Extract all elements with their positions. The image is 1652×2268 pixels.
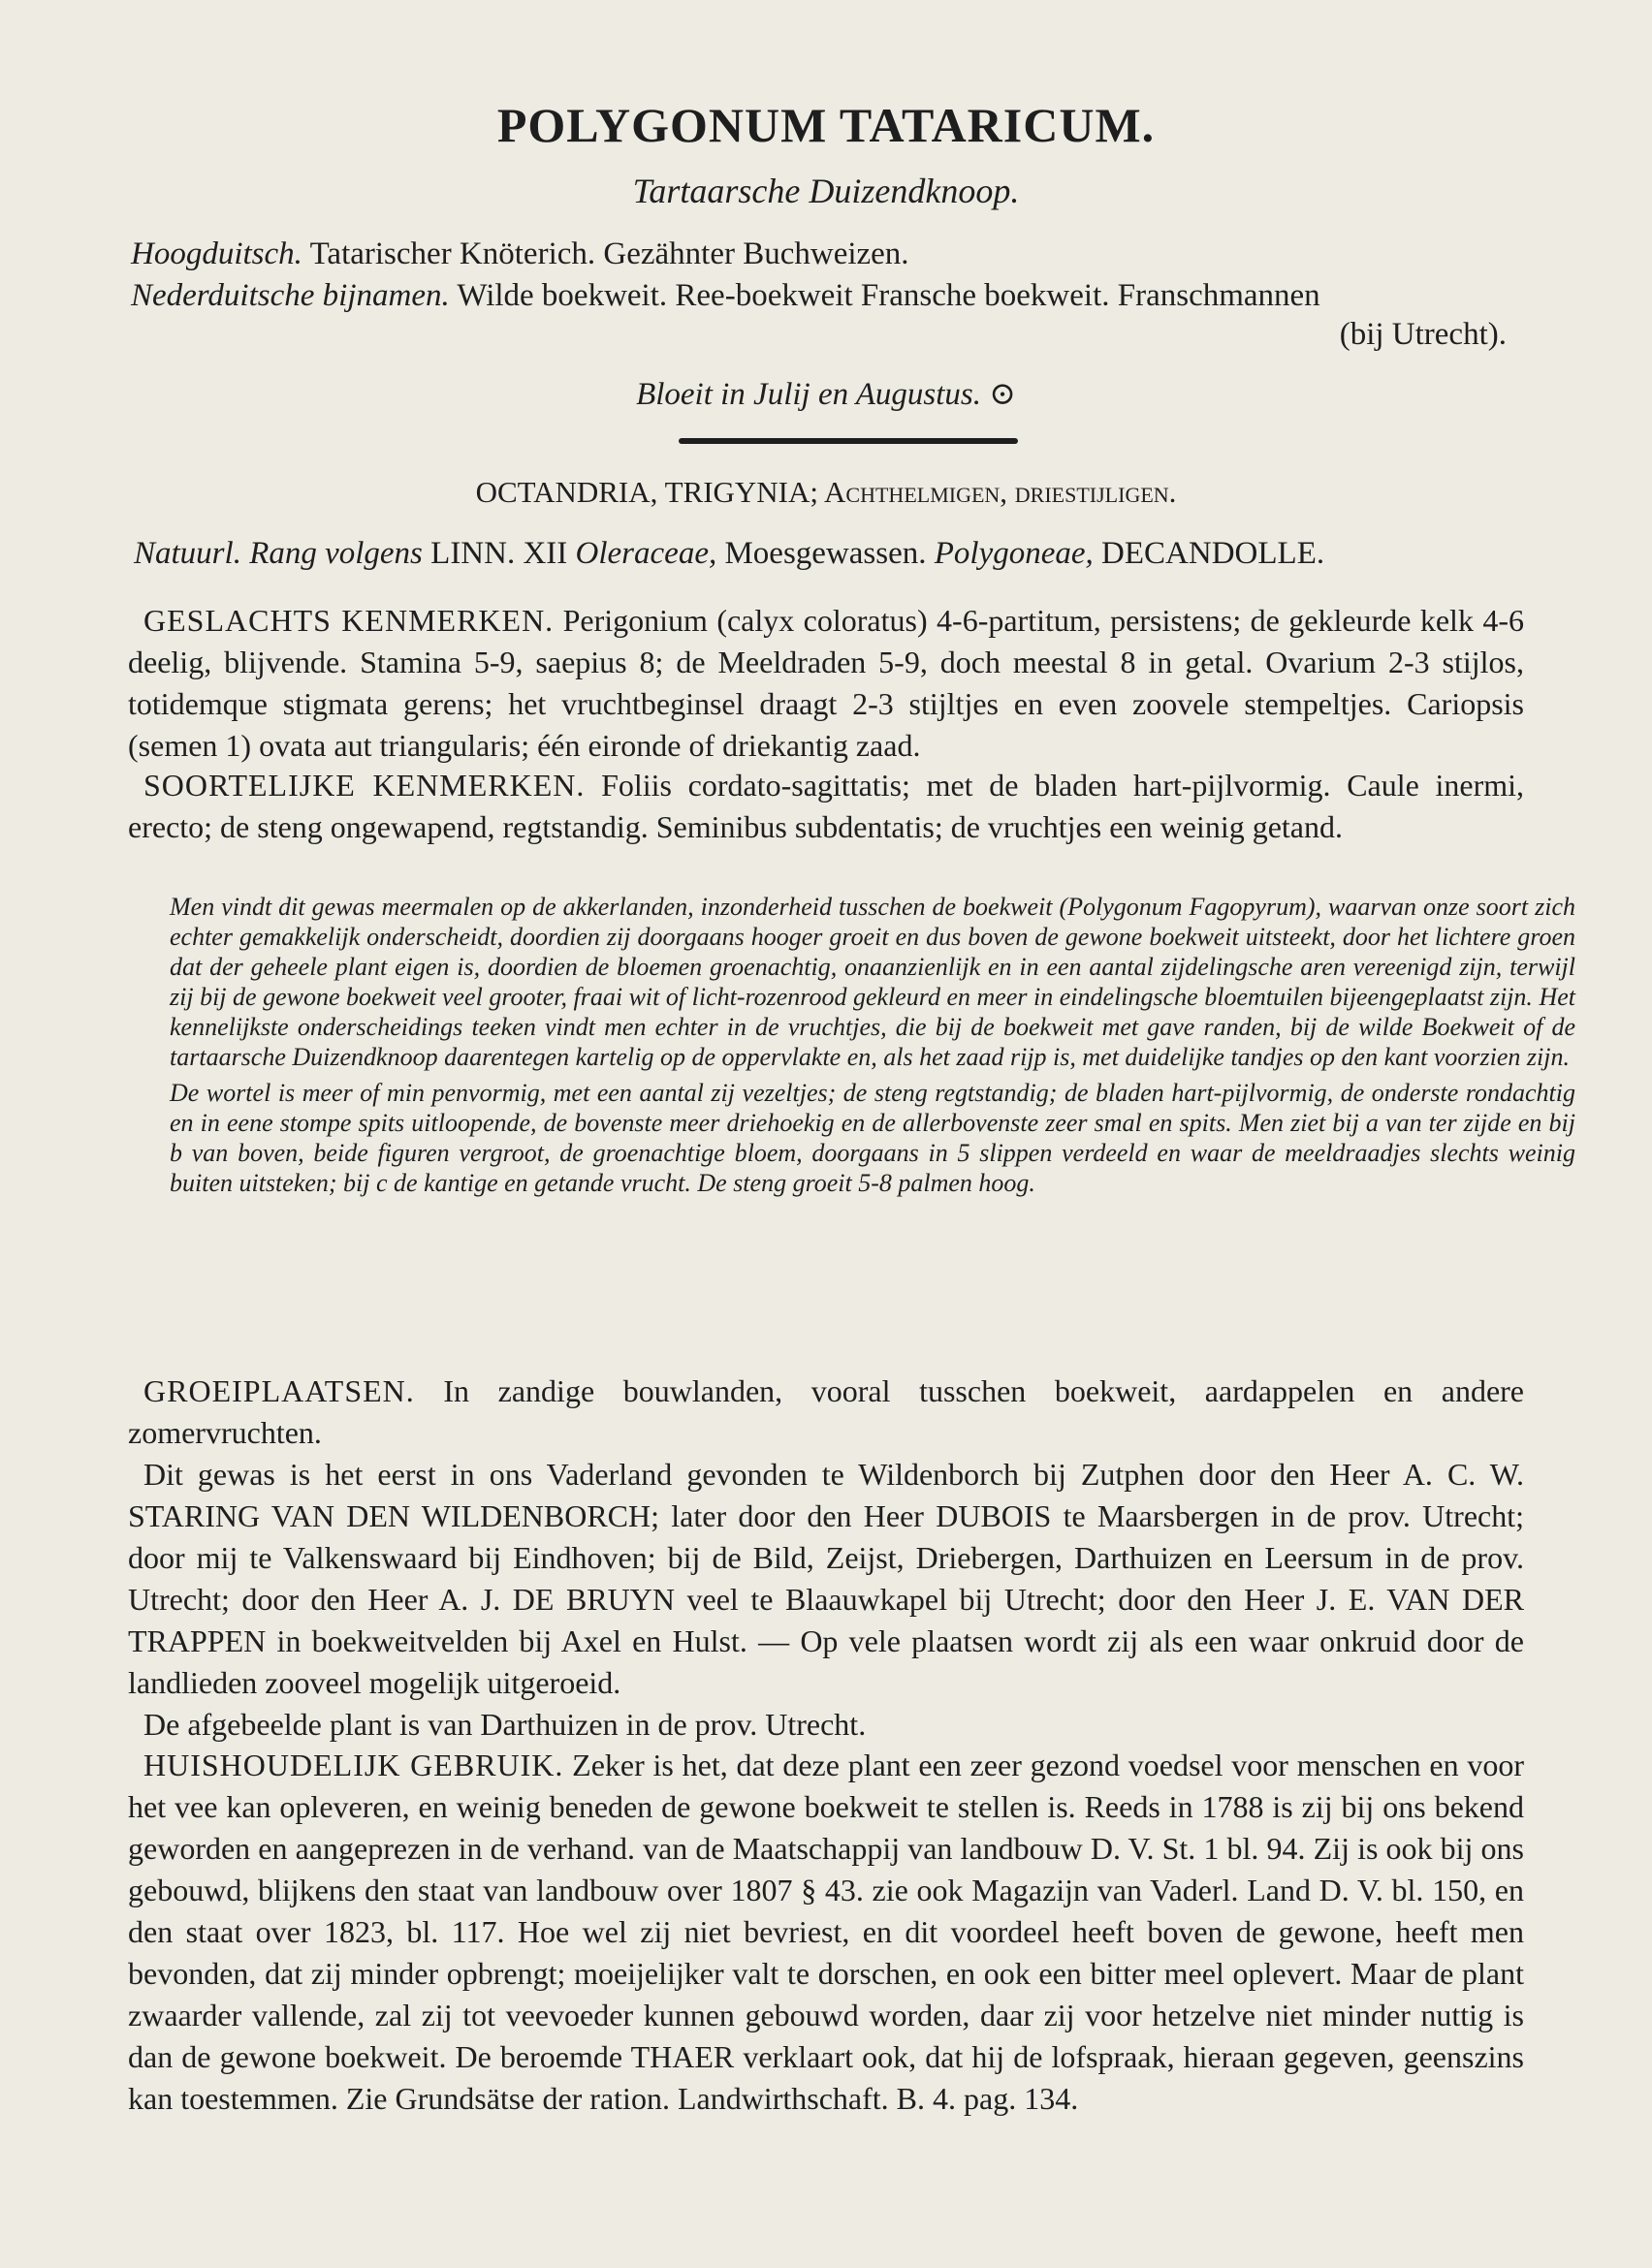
divider-rule — [679, 438, 1018, 444]
groeiplaatsen-section — [128, 1370, 1524, 1746]
nederduitsch-text: Wilde boekweit. Ree-boekweit Fransche boekweit. Franschmannen — [457, 278, 1320, 313]
natural-classification — [134, 536, 1324, 572]
geslacht-section — [128, 600, 1524, 767]
soort-text: Foliis cordato-sagittatis; met de bladen hart-pijlvormig. Caule inermi, erecto; de steng ongewapend, regtstandig. Seminibus subdentatis; de vruchtjes een weinig getand. — [128, 768, 1525, 844]
groeiplaatsen-text: In zandige bouwlanden, vooral tusschen boekweit, aardappelen en andere zomervruchten. — [128, 1373, 1525, 1450]
nederduitsch-label: Nederduitsche bijnamen. — [131, 278, 450, 313]
linnean-classification: OCTANDRIA, TRIGYNIA; Achthelmigen, driestijligen. — [475, 475, 1177, 509]
notes-section — [170, 892, 1575, 1204]
gebruik-section — [128, 1745, 1524, 2120]
natural-linn: LINN. — [430, 536, 516, 571]
bloei-line: Bloeit in Julij en Augustus. ⊙ — [636, 377, 1016, 412]
natural-moes: Moesgewassen. — [724, 536, 927, 571]
soort-label: SOORTELIJKE KENMERKEN. — [143, 768, 586, 803]
hoogduitsch-label: Hoogduitsch. — [131, 236, 302, 271]
nederduitsch-tail: (bij Utrecht). — [1339, 317, 1507, 352]
groeiplaatsen-paragraph-3: De afgebeelde plant is van Darthuizen in de prov. Utrecht. — [143, 1707, 867, 1742]
notes-paragraph-2: De wortel is meer of min penvormig, met een aantal zij vezeltjes; de steng regtstandig; de bladen hart-pijlvormig, de onderste rondachtig en in eene stompe spits uitloopende, de bovenste meer driehoekig en de allerbovenste zeer smal en spits. Men ziet bij a van ter zijde en bij b van boven, beide figuren vergroot, de groenachtige bloem, doorgaans in 5 slippen verdeeld en waar de meeldraadjes slechts weinig buiten uitsteken; bij c de kantige en getande vrucht. De steng groeit 5-8 palmen hoog. — [170, 1079, 1575, 1197]
gebruik-label: HUISHOUDELIJK GEBRUIK. — [143, 1748, 564, 1782]
notes-paragraph-1: Men vindt dit gewas meermalen op de akkerlanden, inzonderheid tusschen de boekweit (Polygonum Fagopyrum), waarvan onze soort zich echter gemakkelijk onderscheidt, doordien zij doorgaans hooger groeit en dus boven de gewone boekweit uitsteekt, door het lichtere groen dat der geheele plant eigen is, doordien de bloemen groenachtig, onaanzienlijk en in een aantal zijdelingsche aren vereenigd zijn, terwijl zij bij de gewone boekweit veel grooter, fraai wit of licht-rozenrood gekleurd en meer in eindelingsche bloemtuilen bijeengeplaatst zijn. Het kennelijkste onderscheidings teeken vindt men echter in de vruchtjes, die bij de boekweit met gave randen, bij de wilde Boekweit of de tartaarsche Duizendknoop daarentegen kartelig op de oppervlakte en, als het zaad rijp is, met duidelijke tandjes op den kant voorzien zijn. — [170, 893, 1575, 1071]
natural-xii: XII — [523, 536, 568, 571]
groeiplaatsen-paragraph-2: Dit gewas is het eerst in ons Vaderland gevonden te Wildenborch bij Zutphen door den Heer A. C. W. STARING VAN DEN WILDENBORCH; later door den Heer DUBOIS te Maarsbergen in de prov. Utrecht; door mij te Valkenswaard bij Eindhoven; bij de Bild, Zeijst, Driebergen, Darthuizen en Leersum in de prov. Utrecht; door den Heer A. J. DE BRUYN veel te Blaauwkapel bij Utrecht; door den Heer J. E. VAN DER TRAPPEN in boekweitvelden bij Axel en Hulst. — Op vele plaatsen wordt zij als een waar onkruid door de landlieden zooveel mogelijk uitgeroeid. — [128, 1457, 1524, 1700]
soort-section — [128, 765, 1524, 848]
groeiplaatsen-paragraph-1 — [128, 1370, 1524, 1454]
groeiplaatsen-label: GROEIPLAATSEN. — [143, 1373, 415, 1408]
natural-oleraceae: Oleraceae, — [575, 536, 717, 571]
natural-prefix: Natuurl. Rang volgens — [134, 536, 423, 571]
page-title: POLYGONUM TATARICUM. — [496, 98, 1156, 152]
geslacht-text: Perigonium (calyx coloratus) 4-6-partitum, persistens; de gekleurde kelk 4-6 deelig, blijvende. Stamina 5-9, saepius 8; de Meeldraden 5-9, doch meestal 8 in getal. Ovarium 2-3 stijlos, totidemque stigmata gerens; het vruchtbeginsel draagt 2-3 stijltjes en even zoovele stempeltjes. Cariopsis (semen 1) ovata aut triangularis; één eironde of driekantig zaad. — [128, 603, 1525, 763]
natural-polyg: Polygoneae, — [934, 536, 1094, 571]
page-subtitle: Tartaarsche Duizendknoop. — [632, 172, 1020, 210]
hoogduitsch-text: Tatarischer Knöterich. Gezähnter Buchweizen. — [309, 236, 909, 271]
gebruik-text: Zeker is het, dat deze plant een zeer gezond voedsel voor menschen en voor het vee kan opleveren, en weinig beneden de gewone boekweit te stellen is. Reeds in 1788 is zij bij ons bekend geworden en aangeprezen in de verhand. van de Maatschappij van landbouw D. V. St. 1 bl. 94. Zij is ook bij ons gebouwd, blijkens den staat van landbouw over 1807 § 43. zie ook Magazijn van Vaderl. Land D. V. bl. 150, en den staat over 1823, bl. 117. Hoe wel zij niet bevriest, en dit voordeel heeft boven de gewone, heeft men bevonden, dat zij minder opbrengt; moeijelijker valt te dorschen, en ook een bitter meel oplevert. Maar de plant zwaarder vallende, zal zij tot veevoeder kunnen gebouwd worden, daar zij voor hetzelve niet minder nuttig is dan de gewone boekweit. De beroemde THAER verklaart ook, dat hij de lofspraak, hieraan gegeven, geenszins kan toestemmen. Zie Grundsätse der ration. Landwirthschaft. B. 4. pag. 134. — [128, 1748, 1525, 2116]
geslacht-label: GESLACHTS KENMERKEN. — [143, 603, 555, 638]
nederduitsch-line — [131, 278, 1320, 314]
natural-dc: DECANDOLLE. — [1101, 536, 1325, 571]
hoogduitsch-line — [131, 236, 909, 272]
